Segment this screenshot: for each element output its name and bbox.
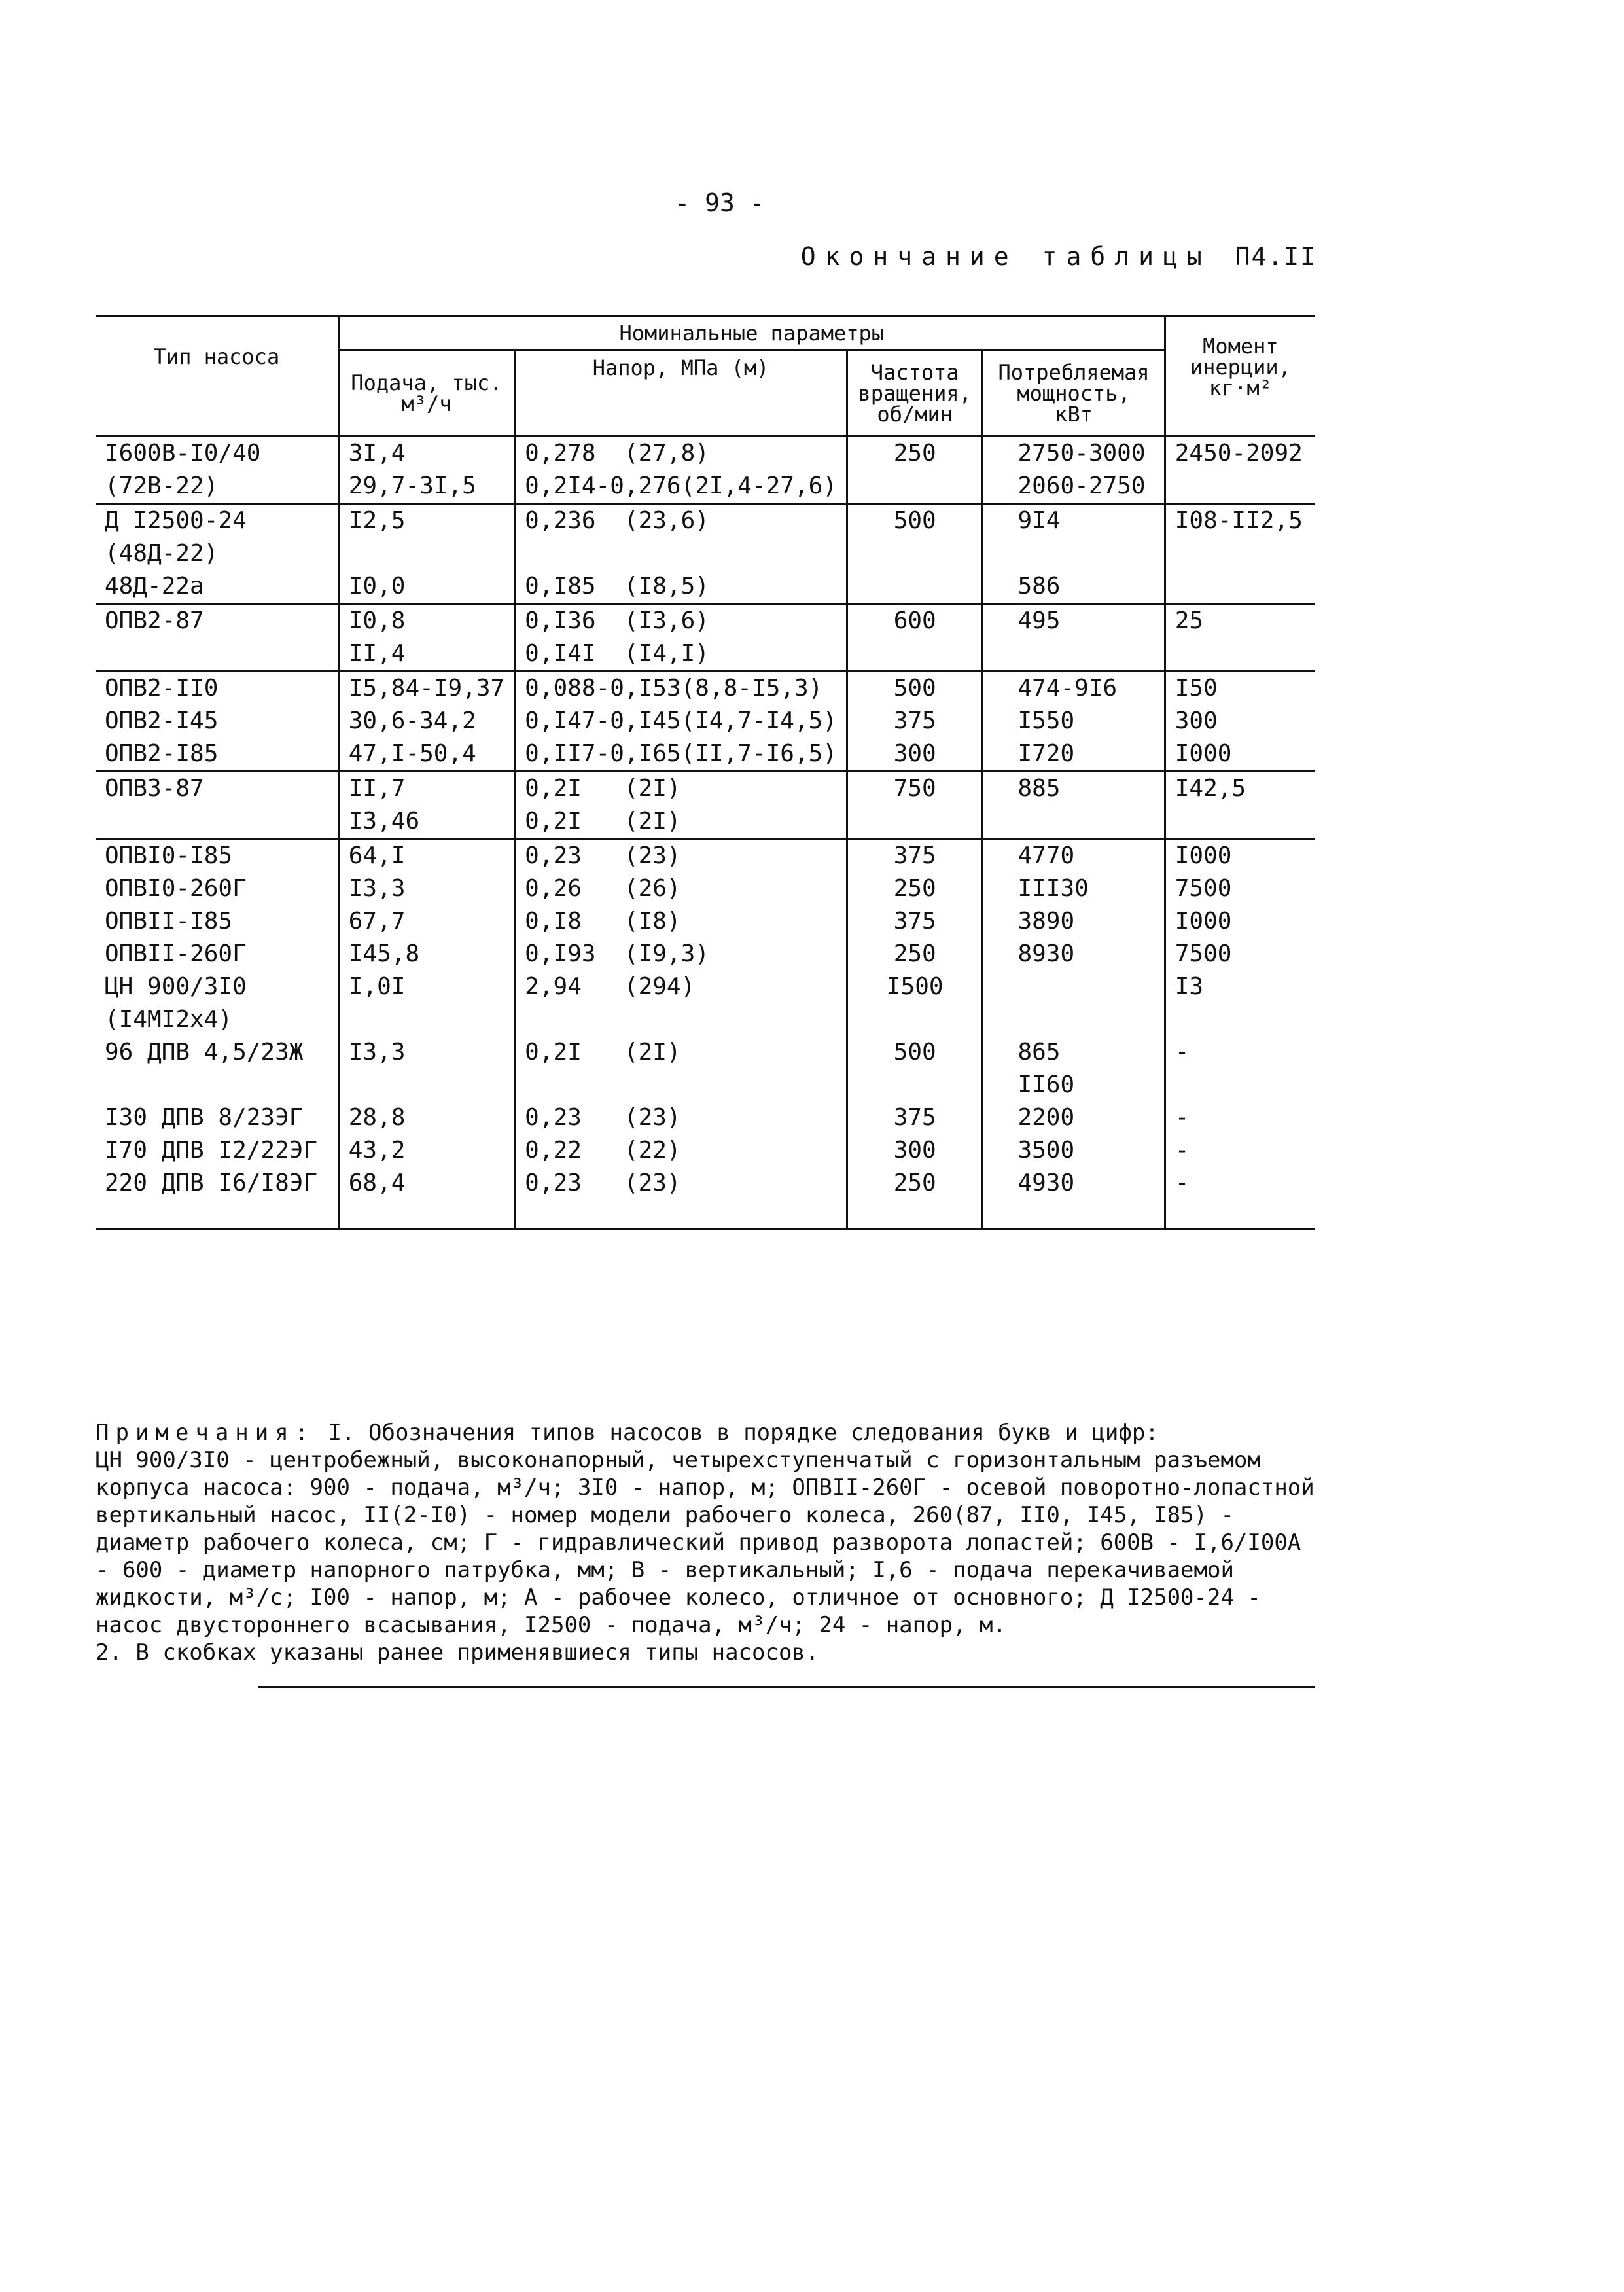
cell-inertia — [1165, 1101, 1315, 1134]
cell-power — [983, 604, 1165, 671]
cell-inertia — [1165, 772, 1315, 839]
cell-flow-line: I,0I — [348, 973, 406, 1000]
cell-head-line: 0,22 (22) — [525, 1137, 681, 1164]
cell-inertia — [1165, 705, 1315, 738]
cell-flow-line: 68,4 — [348, 1170, 406, 1196]
cell-head — [515, 705, 847, 738]
cell-speed — [847, 1036, 983, 1101]
table-row — [96, 671, 1315, 706]
header-head: Напор, МПа (м) — [515, 350, 847, 437]
cell-flow-line: I0,8 — [348, 607, 406, 634]
cell-power-line: I720 — [1017, 740, 1075, 767]
cell-power-line: 3500 — [1017, 1137, 1075, 1164]
cell-inertia — [1165, 839, 1315, 873]
cell-head-line: 0,2I (2I) — [525, 775, 681, 802]
cell-speed-line: 500 — [893, 675, 936, 702]
cell-speed — [847, 437, 983, 504]
table-caption — [801, 242, 1316, 271]
cell-pump-type — [96, 872, 338, 905]
cell-speed — [847, 671, 983, 706]
cell-pump-type — [96, 1167, 338, 1230]
cell-head-line: 0,2I (2I) — [525, 1039, 681, 1065]
caption-text: Окончание таблицы — [800, 242, 1211, 271]
cell-inertia-line: 7500 — [1174, 875, 1232, 902]
cell-power-line: I550 — [1017, 707, 1075, 734]
cell-head-line: 0,II7-0,I65(II,7-I6,5) — [525, 740, 837, 767]
cell-head-line: 0,23 (23) — [525, 1104, 681, 1131]
cell-speed-line: 375 — [893, 707, 936, 734]
cell-head-line: 0,I36 (I3,6) — [525, 607, 709, 634]
cell-pump-type — [96, 604, 338, 671]
cell-inertia — [1165, 1167, 1315, 1230]
cell-speed-line: 500 — [893, 507, 936, 534]
cell-inertia — [1165, 872, 1315, 905]
cell-power-line: 8930 — [1017, 940, 1075, 967]
cell-head-line: 0,I8 (I8) — [525, 908, 681, 935]
cell-power-line — [1017, 537, 1154, 570]
cell-flow — [338, 839, 514, 873]
cell-head — [515, 504, 847, 604]
cell-power — [983, 938, 1165, 971]
cell-pump-type-line: ОПВ2-I85 — [105, 740, 219, 767]
cell-inertia-line: I000 — [1174, 842, 1232, 869]
cell-speed-line: 250 — [893, 940, 936, 967]
cell-head — [515, 1134, 847, 1167]
cell-head-line: 0,236 (23,6) — [525, 507, 709, 534]
cell-pump-type-line: Д I2500-24 — [105, 507, 247, 534]
cell-head-line: 0,23 (23) — [525, 1170, 681, 1196]
cell-speed-line: 600 — [893, 607, 936, 634]
cell-power — [983, 1101, 1165, 1134]
table-row — [96, 738, 1315, 772]
cell-speed-line: 375 — [893, 908, 936, 935]
cell-speed — [847, 738, 983, 772]
cell-speed-line: 250 — [893, 875, 936, 902]
cell-speed-line: 375 — [893, 842, 936, 869]
cell-inertia-line: I3 — [1174, 973, 1204, 1000]
cell-head — [515, 1167, 847, 1230]
table-row — [96, 1134, 1315, 1167]
cell-head-line: 0,26 (26) — [525, 875, 681, 902]
cell-head — [515, 671, 847, 706]
cell-head-line: 0,I85 (I8,5) — [525, 573, 709, 600]
notes-second: 2. В скобках указаны ранее применявшиеся типы насосов. — [96, 1639, 819, 1666]
table-row — [96, 772, 1315, 839]
cell-power-line: 474-9I6 — [1017, 675, 1118, 702]
cell-power-line: 3890 — [1017, 908, 1075, 935]
notes-first-line: I. Обозначения типов насосов в порядке следования букв и цифр: — [315, 1420, 1159, 1446]
cell-flow-line — [349, 537, 504, 570]
cell-inertia — [1165, 504, 1315, 604]
cell-head-line: 0,23 (23) — [525, 842, 681, 869]
notes-lead: Примечания: — [96, 1420, 315, 1446]
cell-inertia-line: 25 — [1174, 607, 1204, 634]
cell-head — [515, 738, 847, 772]
cell-flow — [338, 705, 514, 738]
cell-power — [983, 839, 1165, 873]
cell-speed-line: I500 — [886, 973, 944, 1000]
cell-power-line: 586 — [1017, 573, 1061, 600]
cell-inertia — [1165, 971, 1315, 1036]
cell-speed-line: 300 — [893, 1137, 936, 1164]
header-speed: Частота вращения, об/мин — [847, 350, 983, 437]
cell-power-line: III30 — [1017, 875, 1089, 902]
cell-pump-type-line: ОПВ2-II0 — [105, 675, 219, 702]
header-power: Потребляемая мощность, кВт — [983, 350, 1165, 437]
cell-flow-line: 64,I — [348, 842, 406, 869]
cell-pump-type — [96, 1134, 338, 1167]
cell-pump-type — [96, 772, 338, 839]
cell-pump-type — [96, 839, 338, 873]
cell-flow-line: I2,5 — [348, 507, 406, 534]
table-row — [96, 504, 1315, 604]
cell-power-line: 2750-3000 — [1017, 440, 1146, 467]
cell-pump-type — [96, 437, 338, 504]
cell-pump-type — [96, 705, 338, 738]
cell-flow — [338, 738, 514, 772]
cell-head — [515, 1101, 847, 1134]
cell-inertia — [1165, 671, 1315, 706]
cell-power-line: 2060-2750 — [1017, 473, 1146, 499]
cell-inertia-line: I000 — [1174, 740, 1232, 767]
cell-head-line — [525, 537, 837, 570]
cell-power — [983, 772, 1165, 839]
cell-power-line: 9I4 — [1017, 507, 1061, 534]
cell-pump-type-line: (48Д-22) — [105, 540, 219, 567]
cell-pump-type-line: ЦН 900/3I0 — [105, 973, 247, 1000]
cell-pump-type — [96, 905, 338, 938]
cell-flow-line: 3I,4 — [348, 440, 406, 467]
cell-flow — [338, 1036, 514, 1101]
cell-power-line — [1017, 971, 1154, 1003]
cell-inertia-line: - — [1174, 1170, 1190, 1196]
cell-power-line: 2200 — [1017, 1104, 1075, 1131]
cell-pump-type — [96, 1101, 338, 1134]
cell-flow — [338, 671, 514, 706]
notes-body: ЦН 900/3I0 - центробежный, высоконапорный, четырехступенчатый с горизонтальным разъемом корпуса насоса: 900 - подача, м³/ч; 3I0 - напор, м; ОПВII-260Г - осевой поворотно-лопастной вертикальный насос, II(2-I0) - номер модели рабочего колеса, 260(87, II0, I45, I85) - диаметр рабочего колеса, см; Г - гидравлический привод разворота лопастей; 600В - I,6/I00А - 600 - диаметр напорного патрубка, мм; В - вертикальный; I,6 - подача перекачиваемой жидкости, м³/с; I00 - напор, м; А - рабочее колесо, отличное от основного; Д I2500-24 - насос двустороннего всасывания, I2500 - подача, м³/ч; 24 - напор, м. — [96, 1447, 1328, 1638]
cell-head-line: 0,I4I (I4,I) — [525, 640, 709, 667]
cell-inertia-line: - — [1174, 1039, 1190, 1065]
cell-flow-line: 29,7-3I,5 — [348, 473, 476, 499]
cell-head-line: 0,278 (27,8) — [525, 440, 709, 467]
cell-flow — [338, 872, 514, 905]
cell-power — [983, 1134, 1165, 1167]
cell-flow-line: 67,7 — [348, 908, 406, 935]
table-row — [96, 1167, 1315, 1230]
cell-flow-line: 28,8 — [348, 1104, 406, 1131]
cell-speed — [847, 971, 983, 1036]
cell-flow-line: 47,I-50,4 — [348, 740, 476, 767]
cell-flow — [338, 971, 514, 1036]
caption-code: П4.II — [1235, 242, 1316, 271]
cell-head — [515, 971, 847, 1036]
cell-inertia — [1165, 938, 1315, 971]
cell-flow-line: I0,0 — [348, 573, 406, 600]
cell-head-line: 0,I47-0,I45(I4,7-I4,5) — [525, 707, 837, 734]
cell-speed-line: 500 — [893, 1039, 936, 1065]
cell-inertia — [1165, 905, 1315, 938]
cell-power-line: 495 — [1017, 607, 1061, 634]
cell-pump-type — [96, 971, 338, 1036]
cell-speed — [847, 872, 983, 905]
cell-inertia — [1165, 1134, 1315, 1167]
cell-inertia-line: I08-II2,5 — [1174, 507, 1303, 534]
cell-power-line: 885 — [1017, 775, 1061, 802]
cell-speed-line: 300 — [893, 740, 936, 767]
cell-head-line: 0,2I4-0,276(2I,4-27,6) — [525, 473, 837, 499]
table-row — [96, 872, 1315, 905]
notes — [96, 1419, 1326, 1666]
bottom-rule — [258, 1686, 1315, 1688]
cell-inertia — [1165, 738, 1315, 772]
cell-head-line: 2,94 (294) — [525, 973, 696, 1000]
table-row — [96, 839, 1315, 873]
cell-pump-type-line: I600В-I0/40 — [105, 440, 261, 467]
cell-speed — [847, 705, 983, 738]
cell-speed-line: 250 — [893, 440, 936, 467]
cell-speed — [847, 504, 983, 604]
table-row — [96, 905, 1315, 938]
table-row — [96, 1036, 1315, 1101]
pump-parameters-table — [96, 315, 1315, 1230]
table-row — [96, 705, 1315, 738]
header-nominal-parameters: Номинальные параметры — [338, 317, 1165, 350]
cell-head — [515, 1036, 847, 1101]
cell-head — [515, 772, 847, 839]
cell-power-line: II60 — [1017, 1071, 1075, 1098]
cell-head — [515, 905, 847, 938]
cell-pump-type-line: 96 ДПВ 4,5/23Ж — [105, 1039, 304, 1065]
table-row — [96, 1101, 1315, 1134]
cell-speed — [847, 604, 983, 671]
cell-inertia-line: - — [1174, 1104, 1190, 1131]
cell-power — [983, 905, 1165, 938]
cell-inertia-line: 2450-2092 — [1174, 440, 1303, 467]
cell-power — [983, 971, 1165, 1036]
cell-power — [983, 872, 1165, 905]
table-row — [96, 437, 1315, 504]
cell-speed — [847, 839, 983, 873]
cell-speed — [847, 905, 983, 938]
cell-inertia-line: I000 — [1174, 908, 1232, 935]
cell-pump-type — [96, 1036, 338, 1101]
cell-speed-line: 250 — [893, 1170, 936, 1196]
cell-power — [983, 437, 1165, 504]
cell-pump-type-line: ОПВI0-I85 — [105, 842, 233, 869]
cell-power — [983, 504, 1165, 604]
cell-flow-line: II,7 — [348, 775, 406, 802]
cell-flow-line: I3,46 — [348, 808, 420, 834]
cell-inertia-line: 300 — [1174, 707, 1218, 734]
cell-power — [983, 671, 1165, 706]
cell-pump-type-line: ОПВ3-87 — [105, 775, 204, 802]
cell-head-line: 0,2I (2I) — [525, 808, 681, 834]
cell-pump-type — [96, 504, 338, 604]
cell-inertia-line: I42,5 — [1174, 775, 1246, 802]
cell-flow — [338, 604, 514, 671]
cell-pump-type-line: ОПВII-260Г — [105, 940, 247, 967]
cell-pump-type-line: 220 ДПВ I6/I8ЭГ — [105, 1170, 318, 1196]
cell-head-line: 0,I93 (I9,3) — [525, 940, 709, 967]
cell-power — [983, 705, 1165, 738]
cell-pump-type-line: ОПВII-I85 — [105, 908, 233, 935]
cell-inertia — [1165, 1036, 1315, 1101]
cell-power — [983, 1167, 1165, 1230]
cell-inertia-line: - — [1174, 1137, 1190, 1164]
cell-pump-type-line: ОПВ2-87 — [105, 607, 204, 634]
cell-head-line: 0,088-0,I53(8,8-I5,3) — [525, 675, 823, 702]
cell-flow — [338, 905, 514, 938]
table-body — [96, 437, 1315, 1230]
cell-pump-type — [96, 671, 338, 706]
cell-head — [515, 437, 847, 504]
header-pump-type: Тип насоса — [96, 317, 338, 437]
cell-flow-line: I5,84-I9,37 — [348, 675, 505, 702]
cell-pump-type-line: I30 ДПВ 8/23ЭГ — [105, 1104, 304, 1131]
cell-power-line: 4770 — [1017, 842, 1075, 869]
cell-speed-line: 375 — [893, 1104, 936, 1131]
cell-speed — [847, 772, 983, 839]
page-number: - 93 - — [675, 188, 765, 217]
cell-pump-type-line: 48Д-22а — [105, 573, 204, 600]
cell-power — [983, 1036, 1165, 1101]
table-row — [96, 604, 1315, 671]
cell-speed — [847, 1134, 983, 1167]
cell-flow — [338, 504, 514, 604]
cell-head — [515, 872, 847, 905]
cell-flow-line: I3,3 — [348, 1039, 406, 1065]
cell-flow — [338, 938, 514, 971]
header-inertia: Момент инерции, кг·м² — [1165, 317, 1315, 437]
cell-flow — [338, 1101, 514, 1134]
cell-head — [515, 938, 847, 971]
cell-flow-line: 43,2 — [348, 1137, 406, 1164]
cell-speed — [847, 938, 983, 971]
cell-pump-type-line: ОПВ2-I45 — [105, 707, 219, 734]
cell-inertia-line: 7500 — [1174, 940, 1232, 967]
cell-pump-type-line: (72В-22) — [105, 473, 219, 499]
cell-power-line: 865 — [1017, 1039, 1061, 1065]
cell-pump-type-line: ОПВI0-260Г — [105, 875, 247, 902]
cell-pump-type-line: I70 ДПВ I2/22ЭГ — [105, 1137, 318, 1164]
cell-power-line: 4930 — [1017, 1170, 1075, 1196]
cell-head — [515, 839, 847, 873]
cell-flow-line: I3,3 — [348, 875, 406, 902]
cell-inertia-line: I50 — [1174, 675, 1218, 702]
table-row — [96, 971, 1315, 1036]
cell-speed — [847, 1167, 983, 1230]
cell-flow — [338, 1167, 514, 1230]
cell-head — [515, 604, 847, 671]
cell-flow-line: I45,8 — [348, 940, 420, 967]
cell-flow-line: II,4 — [348, 640, 406, 667]
cell-pump-type — [96, 938, 338, 971]
cell-flow — [338, 772, 514, 839]
cell-flow — [338, 437, 514, 504]
cell-speed-line: 750 — [893, 775, 936, 802]
cell-power — [983, 738, 1165, 772]
cell-pump-type — [96, 738, 338, 772]
cell-flow — [338, 1134, 514, 1167]
cell-inertia — [1165, 604, 1315, 671]
cell-pump-type-line: (I4МI2х4) — [105, 1006, 233, 1033]
header-flow: Подача, тыс. м³/ч — [338, 350, 514, 437]
cell-inertia — [1165, 437, 1315, 504]
table-row — [96, 938, 1315, 971]
cell-speed — [847, 1101, 983, 1134]
cell-flow-line: 30,6-34,2 — [348, 707, 476, 734]
